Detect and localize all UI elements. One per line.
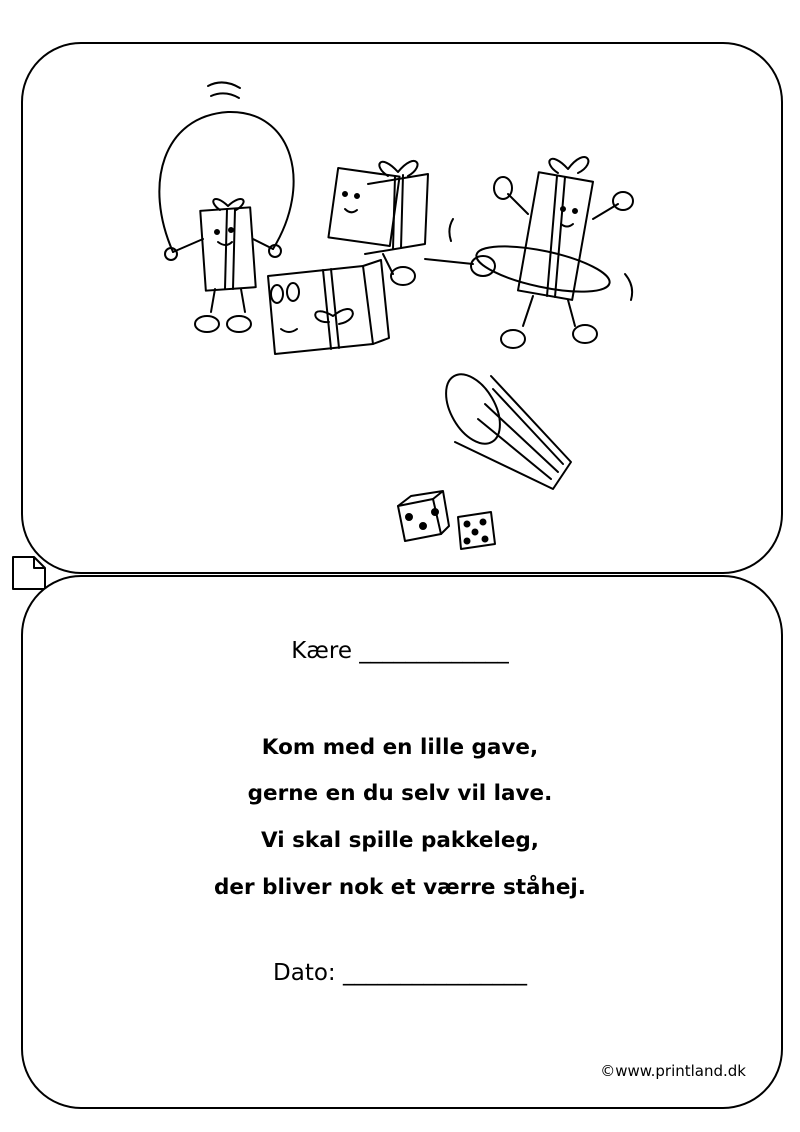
illustration-panel [21, 42, 783, 574]
folded-page-icon [10, 554, 48, 592]
verse-line-2: gerne en du selv vil lave. [247, 781, 553, 806]
date-line: Dato: ________________ [273, 960, 527, 986]
greeting-line: Kære _____________ [291, 638, 509, 664]
gift-box-stack-icon [268, 161, 495, 354]
copyright-credit: ©www.printland.dk [600, 1062, 746, 1080]
gift-jumping-rope-icon [159, 82, 293, 332]
tumbler-cup-icon [435, 365, 571, 489]
verse-line-4: der bliver nok et værre ståhej. [214, 875, 586, 900]
gift-hula-hoop-icon [449, 157, 633, 348]
gift-party-illustration [23, 44, 783, 574]
verse-line-3: Vi skal spille pakkeleg, [261, 828, 539, 853]
verse-line-1: Kom med en lille gave, [261, 735, 539, 760]
dice-icon [398, 491, 495, 549]
